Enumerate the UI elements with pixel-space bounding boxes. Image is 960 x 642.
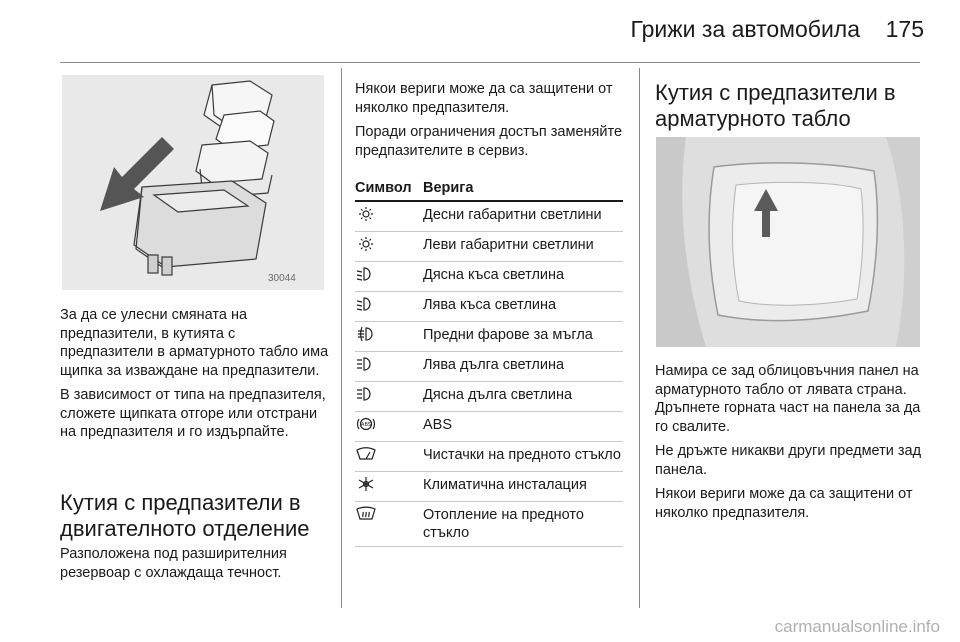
fuse-puller-illustration	[62, 75, 324, 290]
paragraph: Разположена под разширителния резервоар с охлаждаща течност.	[60, 546, 287, 581]
front-fog-light-icon	[355, 326, 377, 342]
table-row	[355, 412, 623, 442]
circuit-name: Лява къса светлина	[423, 292, 623, 322]
circuit-column-header: Верига	[423, 180, 623, 201]
circuit-name: Предни фарове за мъгла	[423, 322, 623, 352]
climate-control-icon	[355, 476, 377, 492]
left-high-beam-icon	[355, 356, 377, 372]
circuit-name: Леви габаритни светлини	[423, 232, 623, 262]
paragraph: Някои вериги може да са защитени от няколко предпазителя.	[355, 81, 613, 116]
left-low-beam-icon	[355, 296, 377, 312]
circuit-name: Дясна къса светлина	[423, 262, 623, 292]
right-parking-light-icon	[355, 206, 377, 222]
circuit-name: Отопление на предното стъкло	[423, 502, 623, 547]
table-row	[355, 322, 623, 352]
page-number: 175	[885, 16, 924, 42]
circuit-name: Климатична инсталация	[423, 472, 623, 502]
middle-column-intro	[355, 80, 630, 166]
table-row	[355, 352, 623, 382]
paragraph: Поради ограничения достъп заменяйте предпазителите в сервиз.	[355, 124, 623, 159]
circuit-name: Десни габаритни светлини	[423, 201, 623, 232]
table-header-row	[355, 180, 623, 201]
column-divider-left	[341, 68, 342, 608]
dashboard-panel-illustration	[656, 137, 920, 347]
table-row	[355, 442, 623, 472]
table-row	[355, 232, 623, 262]
running-header-title: Грижи за автомобила	[630, 16, 860, 42]
table-row	[355, 262, 623, 292]
header-rule	[60, 62, 920, 63]
svg-text:ABS: ABS	[361, 422, 371, 428]
table-row	[355, 502, 623, 547]
paragraph: В зависимост от типа на предпазителя, сложете щипката отгоре или отстрани на предпазителя и го издърпайте.	[60, 387, 326, 440]
fuse-symbol-table	[355, 180, 623, 547]
paragraph: За да се улесни смяната на предпазители, в кутията с предпазители в арматурното табло има щипка за изваждане на предпазители.	[60, 307, 329, 379]
table-row	[355, 292, 623, 322]
circuit-name: Чистачки на предното стъкло	[423, 442, 623, 472]
paragraph: Намира се зад облицовъчния панел на арматурното табло от лявата страна. Дръпнете горната част на панела за да го свалите.	[655, 363, 921, 435]
abs-icon	[355, 416, 377, 432]
circuit-name: Лява дълга светлина	[423, 352, 623, 382]
paragraph: Някои вериги може да са защитени от няколко предпазителя.	[655, 486, 913, 521]
engine-fuse-box-text	[60, 545, 330, 588]
figure-number: 30044	[268, 273, 296, 284]
paragraph: Не дръжте никакви други предмети зад панела.	[655, 443, 922, 478]
windshield-wiper-icon	[355, 446, 377, 462]
table-row	[355, 472, 623, 502]
table-row	[355, 201, 623, 232]
right-column-text	[655, 362, 925, 528]
column-divider-right	[639, 68, 640, 608]
engine-fuse-box-heading: Кутия с предпазители в двигателното отделение	[60, 490, 310, 541]
symbol-column-header: Символ	[355, 180, 423, 201]
watermark: carmanualsonline.info	[774, 617, 940, 636]
windshield-heating-icon	[355, 506, 377, 522]
dashboard-fuse-box-heading: Кутия с предпазители в арматурното табло	[655, 80, 896, 131]
circuit-name: ABS	[423, 412, 623, 442]
right-low-beam-icon	[355, 266, 377, 282]
left-parking-light-icon	[355, 236, 377, 252]
circuit-name: Дясна дълга светлина	[423, 382, 623, 412]
right-high-beam-icon	[355, 386, 377, 402]
table-row	[355, 382, 623, 412]
left-column-text	[60, 306, 330, 448]
